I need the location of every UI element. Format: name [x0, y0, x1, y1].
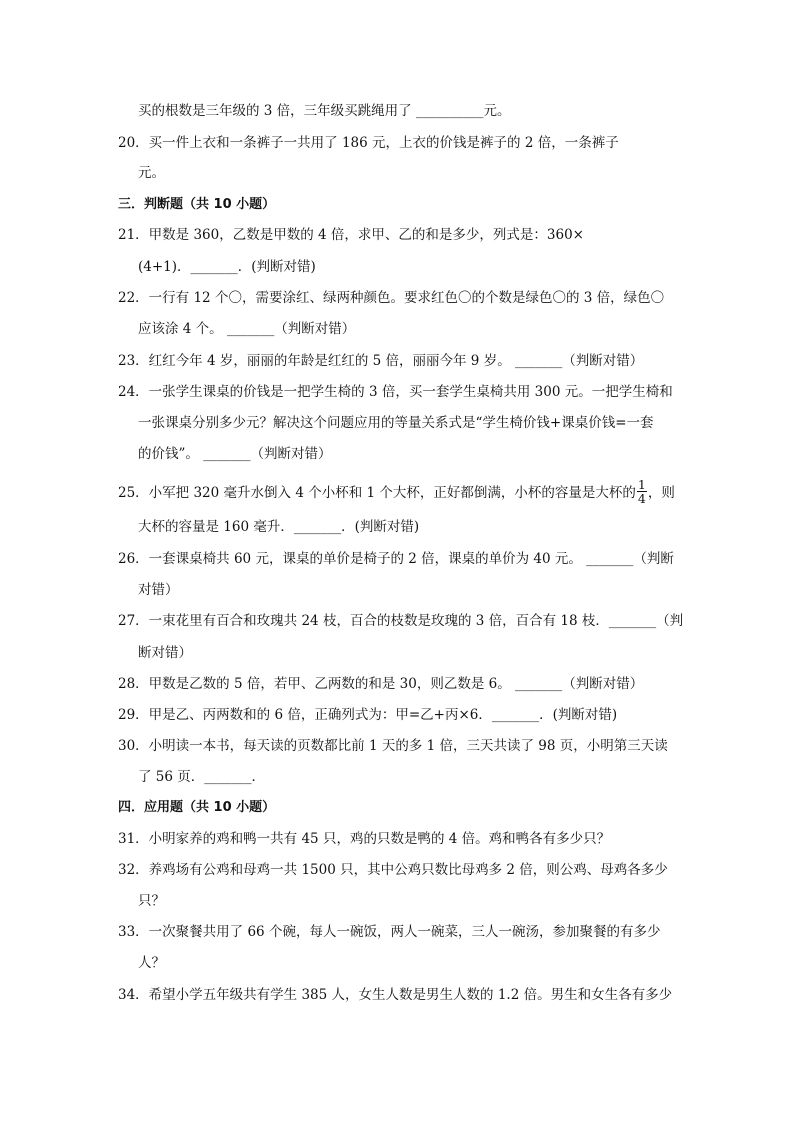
- q25-text: [118, 477, 678, 509]
- q30-text: 30．小明读一本书，每天读的页数都比前 1 天的多 1 倍，三天共读了 98 页，小明第三天读: [118, 738, 668, 754]
- q22-continuation: 应该涂 4 个。 _______（判断对错）: [138, 321, 356, 337]
- q26-continuation: 对错）: [138, 582, 179, 598]
- q26-text: 26．一套课桌椅共 60 元，课桌的单价是椅子的 2 倍，课桌的单价为 40 元。 _______（判断: [118, 551, 674, 567]
- q24-text: 24．一张学生课桌的价钱是一把学生椅的 3 倍，买一套学生桌椅共用 300 元。一把学生椅和: [118, 384, 673, 400]
- q20-text: 20．买一件上衣和一条裤子一共用了 186 元，上衣的价钱是裤子的 2 倍，一条裤子: [118, 135, 619, 151]
- q21-text: 21．甲数是 360，乙数是甲数的 4 倍，求甲、乙的和是多少，列式是：360×: [118, 227, 584, 243]
- q21-continuation: (4+1)．_______．(判断对错): [138, 259, 316, 275]
- q28-text: 28．甲数是乙数的 5 倍，若甲、乙两数的和是 30，则乙数是 6。 _______（判断对错）: [118, 676, 644, 692]
- q19-continuation: 买的根数是三年级的 3 倍，三年级买跳绳用了 __________元。: [138, 103, 511, 119]
- q25-continuation: 大杯的容量是 160 毫升．_______．(判断对错): [138, 519, 420, 535]
- fraction-numerator: 1: [637, 477, 646, 492]
- q32-continuation: 只？: [138, 893, 165, 909]
- q25-text-main: 25．小军把 320 毫升水倒入 4 个小杯和 1 个大杯，正好都倒满，小杯的容量是大杯的: [118, 485, 636, 501]
- fraction-denominator: 4: [637, 491, 646, 506]
- q20-continuation: 元。: [138, 165, 165, 181]
- q32-text: 32．养鸡场有公鸡和母鸡一共 1500 只，其中公鸡只数比母鸡多 2 倍，则公鸡、母鸡各多少: [118, 862, 668, 878]
- q24-continuation-1: 一张课桌分别多少元？解决这个问题应用的等量关系式是“学生椅价钱+课桌价钱=一套: [138, 415, 654, 431]
- section-4-title: 四．应用题（共 10 小题）: [118, 800, 276, 815]
- q25-text-tail: ，则: [647, 485, 675, 501]
- q27-continuation: 断对错）: [138, 645, 192, 661]
- section-3-title: 三．判断题（共 10 小题）: [118, 197, 276, 212]
- q23-text: 23．红红今年 4 岁，丽丽的年龄是红红的 5 倍，丽丽今年 9 岁。 _______（判断对错）: [118, 353, 644, 369]
- fraction-one-quarter: [637, 478, 647, 505]
- q29-text: 29．甲是乙、丙两数和的 6 倍，正确列式为：甲=乙+丙×6．_______．(判断对错): [118, 707, 618, 723]
- q33-continuation: 人？: [138, 955, 165, 971]
- q22-text: 22．一行有 12 个〇，需要涂红、绿两种颜色。要求红色〇的个数是绿色〇的 3 倍，绿色〇: [118, 290, 665, 306]
- q24-continuation-2: 的价钱”。 _______（判断对错）: [138, 446, 332, 462]
- q33-text: 33．一次聚餐共用了 66 个碗，每人一碗饭，两人一碗菜，三人一碗汤，参加聚餐的有多少: [118, 924, 661, 940]
- q30-continuation: 了 56 页．_______．: [138, 769, 266, 785]
- q34-text: 34．希望小学五年级共有学生 385 人，女生人数是男生人数的 1.2 倍。男生和女生各有多少: [118, 987, 673, 1003]
- q31-text: 31．小明家养的鸡和鸭一共有 45 只，鸡的只数是鸭的 4 倍。鸡和鸭各有多少只？: [118, 831, 611, 847]
- q27-text: 27．一束花里有百合和玫瑰共 24 枝，百合的枝数是玫瑰的 3 倍，百合有 18 枝．_______（判: [118, 613, 684, 629]
